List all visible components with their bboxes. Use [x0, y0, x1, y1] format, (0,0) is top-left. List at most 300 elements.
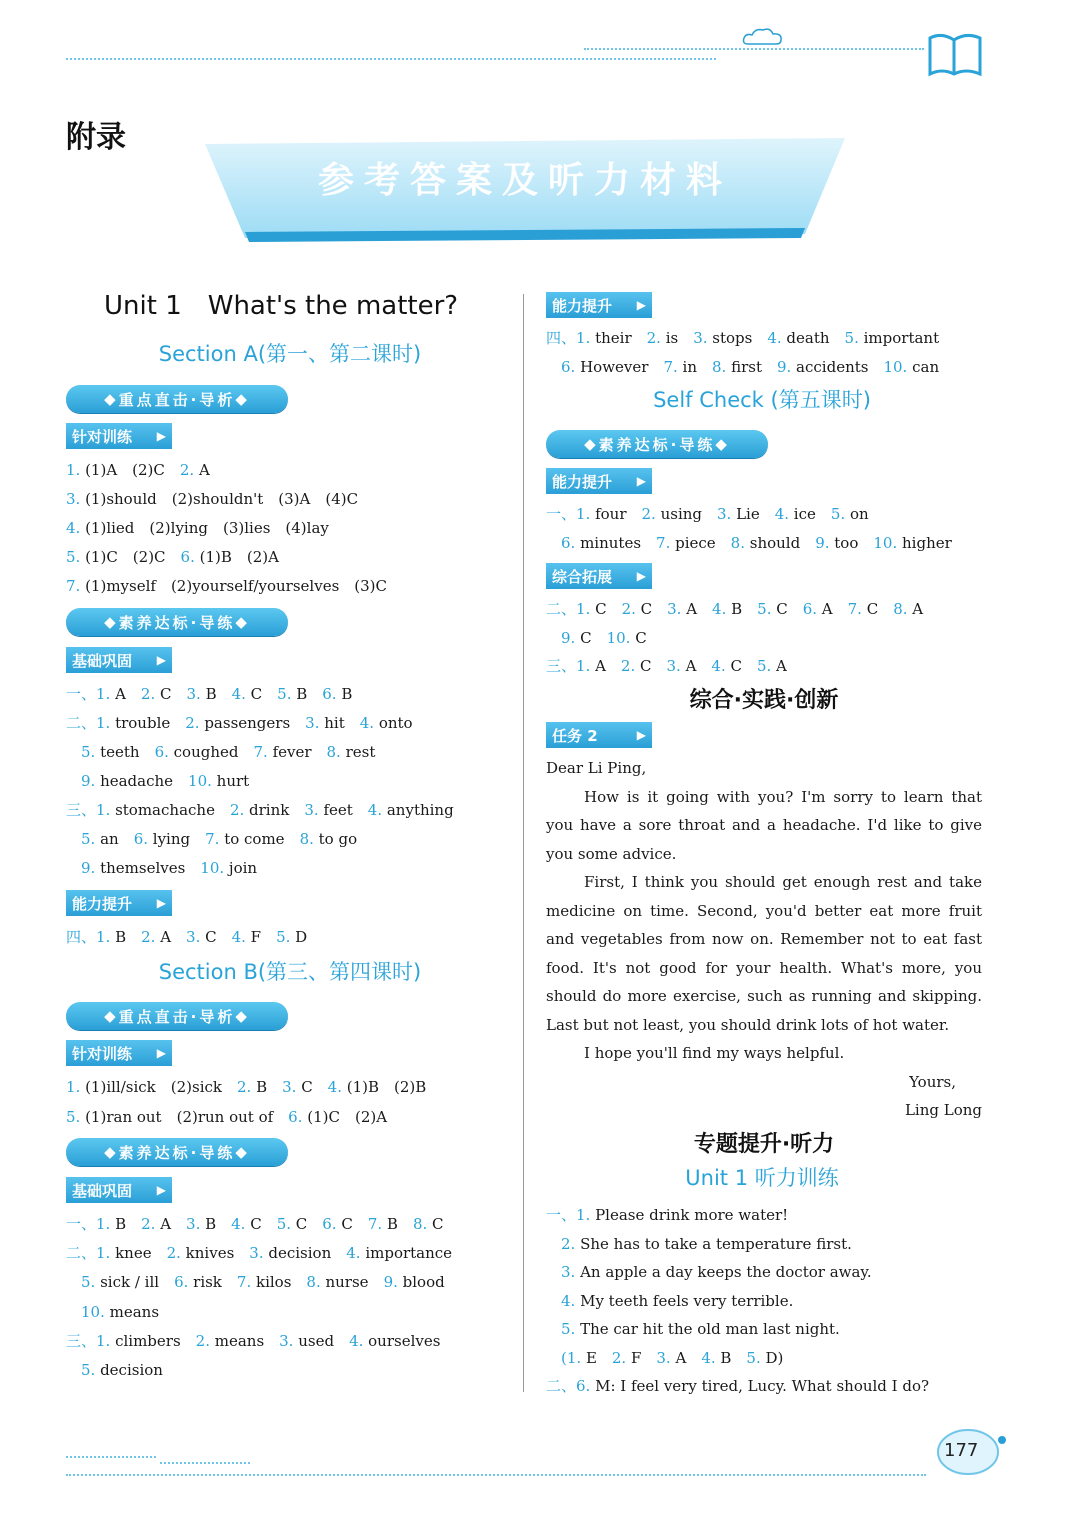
question-number: 7. [66, 577, 81, 595]
answer-text: accidents [791, 358, 884, 376]
answer-text: using [655, 505, 717, 523]
question-number: 1. [66, 461, 81, 479]
pill-label: 素养达标·导练 [118, 613, 236, 632]
answer-text: C [245, 1215, 277, 1233]
answers-r1 [546, 328, 939, 386]
question-number: 5. [546, 1320, 576, 1338]
answer-text: C [245, 685, 278, 703]
question-number: 四、1. [546, 329, 591, 347]
appendix-label: 附录 [66, 120, 126, 155]
tag-label: 针对训练 [72, 427, 133, 446]
question-number: 3. [693, 329, 708, 347]
question-number: 4. [712, 600, 727, 618]
answer-line [66, 1243, 452, 1272]
answer-line [66, 742, 454, 771]
triangle-right-icon: ▶ [156, 1183, 166, 1197]
question-number: 2. [621, 600, 636, 618]
answer-text: A [194, 461, 210, 479]
letter-closing: Yours, [909, 1072, 956, 1091]
answer-text: ice [789, 505, 831, 523]
tag-task-2 [546, 722, 652, 748]
page-number: 177 [944, 1440, 979, 1461]
question-number: 7. [367, 1215, 383, 1233]
question-number: 8. [412, 1215, 428, 1233]
answer-text: anything [382, 801, 454, 819]
answer-text: C [635, 657, 667, 675]
question-number: 3. [186, 928, 201, 946]
answer-text: nurse [320, 1273, 384, 1292]
answer-text: B [110, 928, 142, 946]
pill-literacy-b: ◆ 素养达标·导练 ◆ [66, 1138, 288, 1166]
answer-text: knee [110, 1244, 167, 1263]
question-number: 6. [546, 534, 576, 552]
question-number: 2. [166, 1244, 181, 1263]
question-number: (1. [546, 1348, 582, 1367]
question-number: 10. [606, 628, 631, 647]
answer-text: sick / ill [95, 1273, 175, 1292]
question-number: 4. [349, 1331, 364, 1350]
answers-a1 [66, 460, 387, 605]
tag-label: 能力提升 [552, 472, 613, 491]
column-divider [523, 294, 524, 1392]
footer-dotted-line [66, 1474, 926, 1476]
answer-text: feet [318, 801, 368, 819]
answer-line [66, 460, 387, 489]
answer-text: higher [897, 534, 952, 552]
triangle-right-icon: ▶ [636, 728, 646, 742]
answer-text: C [155, 685, 187, 703]
answer-text: fever [267, 743, 327, 761]
question-number: 4. [546, 1291, 576, 1310]
tag-label: 任务 2 [552, 726, 598, 745]
pill-label: 重点直击·导析 [118, 390, 236, 409]
answer-text: to go [313, 830, 358, 848]
question-number: 二、1. [66, 714, 111, 732]
question-number: 9. [66, 772, 96, 790]
answer-text: blood [397, 1273, 445, 1292]
answer-text: My teeth feels very terrible. [575, 1291, 794, 1310]
question-number: 5. [276, 1215, 292, 1233]
answer-text: (1)ran out (2)run out of [80, 1108, 289, 1126]
answer-text: C [200, 928, 232, 946]
answer-text: E [581, 1348, 612, 1367]
question-number: 4. [774, 505, 790, 523]
question-number: 8. [711, 358, 727, 376]
question-number: 10. [873, 534, 898, 552]
answer-line [546, 656, 923, 685]
question-number: 10. [66, 1302, 105, 1321]
tag-ability-r2 [546, 468, 652, 494]
triangle-right-icon: ▶ [636, 474, 646, 488]
answer-line [546, 328, 939, 357]
answer-text: A [590, 657, 621, 675]
answer-text: (1)lied (2)lying (3)lies (4)lay [80, 519, 329, 537]
question-number: 4. [231, 685, 246, 703]
triangle-right-icon: ▶ [156, 429, 166, 443]
question-number: 3. [656, 1348, 671, 1367]
answer-line [66, 829, 454, 858]
answer-line [66, 927, 307, 956]
answer-text: teeth [95, 743, 155, 761]
answer-text: should [744, 534, 816, 552]
answer-text: ourselves [363, 1331, 441, 1350]
listening-script [546, 1205, 929, 1405]
answer-text: themselves [95, 859, 201, 877]
answer-text: B [382, 1215, 413, 1233]
triangle-right-icon: ▶ [156, 653, 166, 667]
answer-text: can [907, 358, 940, 376]
answer-line [66, 1214, 452, 1243]
question-number: 6. [288, 1108, 303, 1126]
tag-label: 能力提升 [552, 296, 613, 315]
answer-text: B [291, 685, 323, 703]
practice-title: 综合·实践·创新 [689, 688, 839, 713]
answer-text: onto [374, 714, 413, 732]
answer-text: lying [148, 830, 206, 848]
listening-title: 专题提升·听力 [693, 1132, 835, 1157]
question-number: 3. [282, 1078, 297, 1096]
question-number: 4. [231, 1215, 246, 1233]
question-number: 四、1. [66, 928, 111, 946]
answer-text: kilos [251, 1273, 307, 1292]
tag-label: 能力提升 [72, 894, 133, 913]
answer-text: an [95, 830, 134, 848]
answer-text: too [829, 534, 874, 552]
answer-text: death [781, 329, 845, 347]
question-number: 2. [620, 657, 636, 675]
answer-text: hit [319, 714, 360, 732]
tag-ability-r [546, 292, 652, 318]
unit-title: Unit 1 What's the matter? [104, 291, 459, 321]
section-a-title: Section A(第一、第二课时) [158, 342, 422, 366]
question-number: 6. [133, 830, 148, 848]
question-number: 2. [179, 461, 195, 479]
answer-text: means [209, 1331, 280, 1350]
answer-text: A [771, 657, 787, 675]
answer-text: C [336, 1215, 368, 1233]
answer-line [546, 1348, 929, 1377]
answer-line [66, 858, 454, 887]
answer-text: stops [707, 329, 768, 347]
question-number: 3. [546, 1263, 576, 1281]
question-number: 4. [346, 1244, 361, 1263]
answer-text: M: I feel very tired, Lucy. What should I do? [590, 1377, 930, 1395]
answer-text: (1)B (2)B [341, 1078, 427, 1096]
question-number: 2. [195, 1331, 210, 1350]
question-number: 6. [174, 1273, 189, 1292]
answer-text: B [715, 1348, 747, 1367]
question-number: 6. [154, 743, 169, 761]
answer-text: risk [188, 1273, 237, 1292]
sample-letter [546, 754, 982, 1125]
answers-a2 [66, 684, 454, 887]
answer-text: F [245, 928, 277, 946]
answer-line [66, 1077, 426, 1107]
answer-text: important [858, 329, 940, 347]
answer-line [546, 357, 939, 386]
question-number: 2. [141, 928, 156, 946]
banner-title: 参考答案及听力材料 [317, 160, 732, 201]
answer-line [66, 518, 387, 547]
question-number: 5. [66, 1360, 96, 1379]
question-number: 8. [306, 1273, 321, 1292]
question-number: 2. [546, 1234, 576, 1253]
letter-paragraph-1: How is it going with you? I'm sorry to learn that you have a sore throat and a headache. I'd like to give you some advice. [546, 787, 982, 863]
question-number: 二、1. [546, 600, 591, 618]
answer-line [66, 576, 387, 605]
pill-label: 素养达标·导练 [118, 1143, 236, 1162]
triangle-right-icon: ▶ [156, 896, 166, 910]
question-number: 5. [830, 505, 846, 523]
answer-text: C [725, 657, 757, 675]
question-number: 3. [279, 1331, 294, 1350]
question-number: 2. [641, 505, 656, 523]
letter-greeting: Dear Li Ping, [546, 759, 647, 777]
question-number: 7. [253, 743, 268, 761]
answer-line [546, 599, 923, 628]
question-number: 6. [322, 685, 337, 703]
tag-label: 基础巩固 [72, 651, 133, 670]
question-number: 8. [326, 743, 341, 761]
question-number: 5. [66, 1108, 81, 1126]
answer-line [66, 771, 454, 800]
question-number: 5. [746, 1348, 761, 1367]
triangle-right-icon: ▶ [636, 298, 646, 312]
answer-text: B [251, 1078, 283, 1096]
letter-paragraph-2: First, I think you should get enough rest and take medicine on time. Second, you'd better eat more fruit and vegetables from now on. Remember not to eat fast food. It's not good for your health. What's more, you should do more exercise, such as running and skipping. Last but not least, you should drink lots of hot water. [546, 873, 982, 1034]
question-number: 9. [383, 1273, 398, 1292]
answers-r2 [546, 504, 952, 562]
letter-signature: Ling Long [904, 1101, 982, 1119]
answer-text: A [110, 685, 141, 703]
tag-targeted-b [66, 1040, 172, 1066]
self-check-title: Self Check (第五课时) [653, 388, 871, 412]
question-number: 7. [205, 830, 220, 848]
answer-line [66, 1331, 452, 1360]
tag-label: 综合拓展 [552, 567, 613, 586]
answer-line [546, 504, 952, 533]
answer-line [546, 1291, 929, 1320]
question-number: 9. [546, 628, 576, 647]
answers-b2 [66, 1214, 452, 1389]
question-number: 5. [756, 657, 772, 675]
answer-text: B [110, 1215, 142, 1233]
question-number: 3. [305, 714, 320, 732]
section-b-title: Section B(第三、第四课时) [158, 960, 422, 984]
answer-text: B [336, 685, 353, 703]
answer-text: coughed [168, 743, 254, 761]
question-number: 5. [66, 1273, 96, 1292]
answer-text: A [670, 1348, 702, 1367]
question-number: 2. [646, 329, 661, 347]
pill-literacy-r: ◆ 素养达标·导练 ◆ [546, 430, 768, 458]
pill-literacy-a: ◆ 素养达标·导练 ◆ [66, 608, 288, 636]
tag-targeted-a [66, 423, 172, 449]
answer-text: C [296, 1078, 328, 1096]
answer-text: piece [670, 534, 731, 552]
answer-text: (1)should (2)shouldn't (3)A (4)C [80, 490, 359, 508]
answer-line [546, 628, 923, 657]
answer-text: four [590, 505, 642, 523]
question-number: 5. [844, 329, 859, 347]
question-number: 8. [299, 830, 314, 848]
answer-text: hurt [211, 772, 250, 790]
question-number: 9. [66, 859, 96, 877]
answer-text: A [155, 1215, 187, 1233]
answer-text: is [660, 329, 694, 347]
answer-text: She has to take a temperature first. [575, 1234, 852, 1253]
answer-text: (1)C (2)C [80, 548, 181, 566]
answer-text: D [290, 928, 308, 946]
tag-basic-a [66, 647, 172, 673]
question-number: 4. [231, 928, 246, 946]
question-number: 4. [367, 801, 383, 819]
question-number: 5. [66, 743, 96, 761]
answer-text: in [677, 358, 712, 376]
question-number: 7. [236, 1273, 252, 1292]
answer-text: first [726, 358, 777, 376]
answer-text: trouble [110, 714, 186, 732]
answer-text: However [575, 358, 664, 376]
answer-text: A [681, 600, 713, 618]
answers-banner [205, 138, 845, 242]
answer-text: C [575, 628, 607, 647]
answer-text: join [224, 859, 258, 877]
question-number: 2. [141, 1215, 156, 1233]
question-number: 5. [757, 600, 772, 618]
answer-line [66, 489, 387, 518]
question-number: 5. [66, 548, 81, 566]
question-number: 5. [277, 685, 292, 703]
listening-subtitle: Unit 1 听力训练 [685, 1166, 839, 1190]
answer-text: A [817, 600, 848, 618]
question-number: 5. [276, 928, 291, 946]
answer-line [546, 1262, 929, 1291]
answer-text: headache [95, 772, 189, 790]
question-number: 三、1. [66, 801, 111, 819]
answer-line [546, 1376, 929, 1405]
question-number: 4. [767, 329, 782, 347]
answer-line [66, 547, 387, 576]
question-number: 6. [802, 600, 818, 618]
answer-line [546, 1319, 929, 1348]
question-number: 二、6. [546, 1377, 591, 1395]
question-number: 三、1. [546, 657, 591, 675]
pill-label: 重点直击·导析 [118, 1007, 236, 1026]
answer-text: their [590, 329, 647, 347]
question-number: 2. [611, 1348, 627, 1367]
pill-label: 素养达标·导练 [598, 435, 716, 454]
question-number: 3. [66, 490, 81, 508]
question-number: 9. [776, 358, 792, 376]
answer-line [546, 533, 952, 562]
question-number: 4. [701, 1348, 716, 1367]
tag-extend [546, 563, 652, 589]
question-number: 10. [883, 358, 908, 376]
answer-text: A [155, 928, 187, 946]
letter-paragraph-3: I hope you'll find my ways helpful. [584, 1044, 845, 1062]
answer-line [66, 800, 454, 829]
answer-text: on [845, 505, 869, 523]
question-number: 4. [327, 1078, 342, 1096]
answer-text: A [907, 600, 924, 618]
answer-text: Please drink more water! [590, 1206, 789, 1224]
question-number: 5. [66, 830, 96, 848]
answer-text: knives [180, 1244, 250, 1263]
question-number: 6. [180, 548, 195, 566]
triangle-right-icon: ▶ [156, 1046, 166, 1060]
answer-text: Lie [731, 505, 775, 523]
question-number: 一、1. [66, 1215, 111, 1233]
answer-text: C [630, 628, 647, 647]
answer-text: (1)C (2)A [302, 1108, 388, 1126]
answer-line [546, 1205, 929, 1234]
answer-text: B [200, 685, 232, 703]
answer-text: (1)A (2)C [80, 461, 180, 479]
answer-line [66, 1272, 452, 1301]
answer-text: F [626, 1348, 657, 1367]
answer-line [66, 1302, 452, 1331]
footer-dotted-line-short [66, 1456, 156, 1458]
answer-text: B [200, 1215, 232, 1233]
answer-text: minutes [575, 534, 657, 552]
question-number: 3. [666, 657, 681, 675]
question-number: 10. [200, 859, 225, 877]
question-number: 二、1. [66, 1244, 111, 1263]
question-number: 3. [249, 1244, 264, 1263]
question-number: 7. [656, 534, 671, 552]
question-number: 三、1. [66, 1331, 111, 1350]
answer-line [66, 1360, 452, 1389]
pill-focus-b: ◆ 重点直击·导析 ◆ [66, 1002, 288, 1030]
answer-line [66, 1107, 426, 1137]
answers-b1 [66, 1077, 426, 1137]
question-number: 4. [66, 519, 81, 537]
answer-text: C [590, 600, 622, 618]
answer-line [66, 684, 454, 713]
answer-text: rest [340, 743, 376, 761]
answer-text: passengers [199, 714, 306, 732]
question-number: 4. [359, 714, 375, 732]
question-number: 6. [322, 1215, 337, 1233]
answer-text: B [726, 600, 758, 618]
question-number: 一、1. [546, 505, 591, 523]
answer-text: C [771, 600, 803, 618]
tag-label: 基础巩固 [72, 1181, 133, 1200]
answers-r3 [546, 599, 923, 685]
answer-text: C [291, 1215, 323, 1233]
question-number: 2. [237, 1078, 252, 1096]
tag-label: 针对训练 [72, 1044, 133, 1063]
question-number: 2. [140, 685, 156, 703]
answers-a3 [66, 927, 307, 956]
header-dotted-line-2 [584, 48, 924, 50]
question-number: 6. [546, 358, 576, 376]
answer-text: (1)B (2)A [194, 548, 279, 566]
question-number: 一、1. [66, 685, 111, 703]
question-number: 一、1. [546, 1206, 591, 1224]
question-number: 3. [667, 600, 682, 618]
answer-text: stomachache [110, 801, 230, 819]
question-number: 3. [717, 505, 732, 523]
question-number: 10. [188, 772, 212, 790]
answer-text: The car hit the old man last night. [575, 1320, 840, 1338]
question-number: 3. [186, 685, 201, 703]
answer-line [66, 713, 454, 742]
header-dotted-line [66, 58, 716, 60]
answer-text: importance [360, 1244, 453, 1263]
answer-text: C [427, 1215, 444, 1233]
